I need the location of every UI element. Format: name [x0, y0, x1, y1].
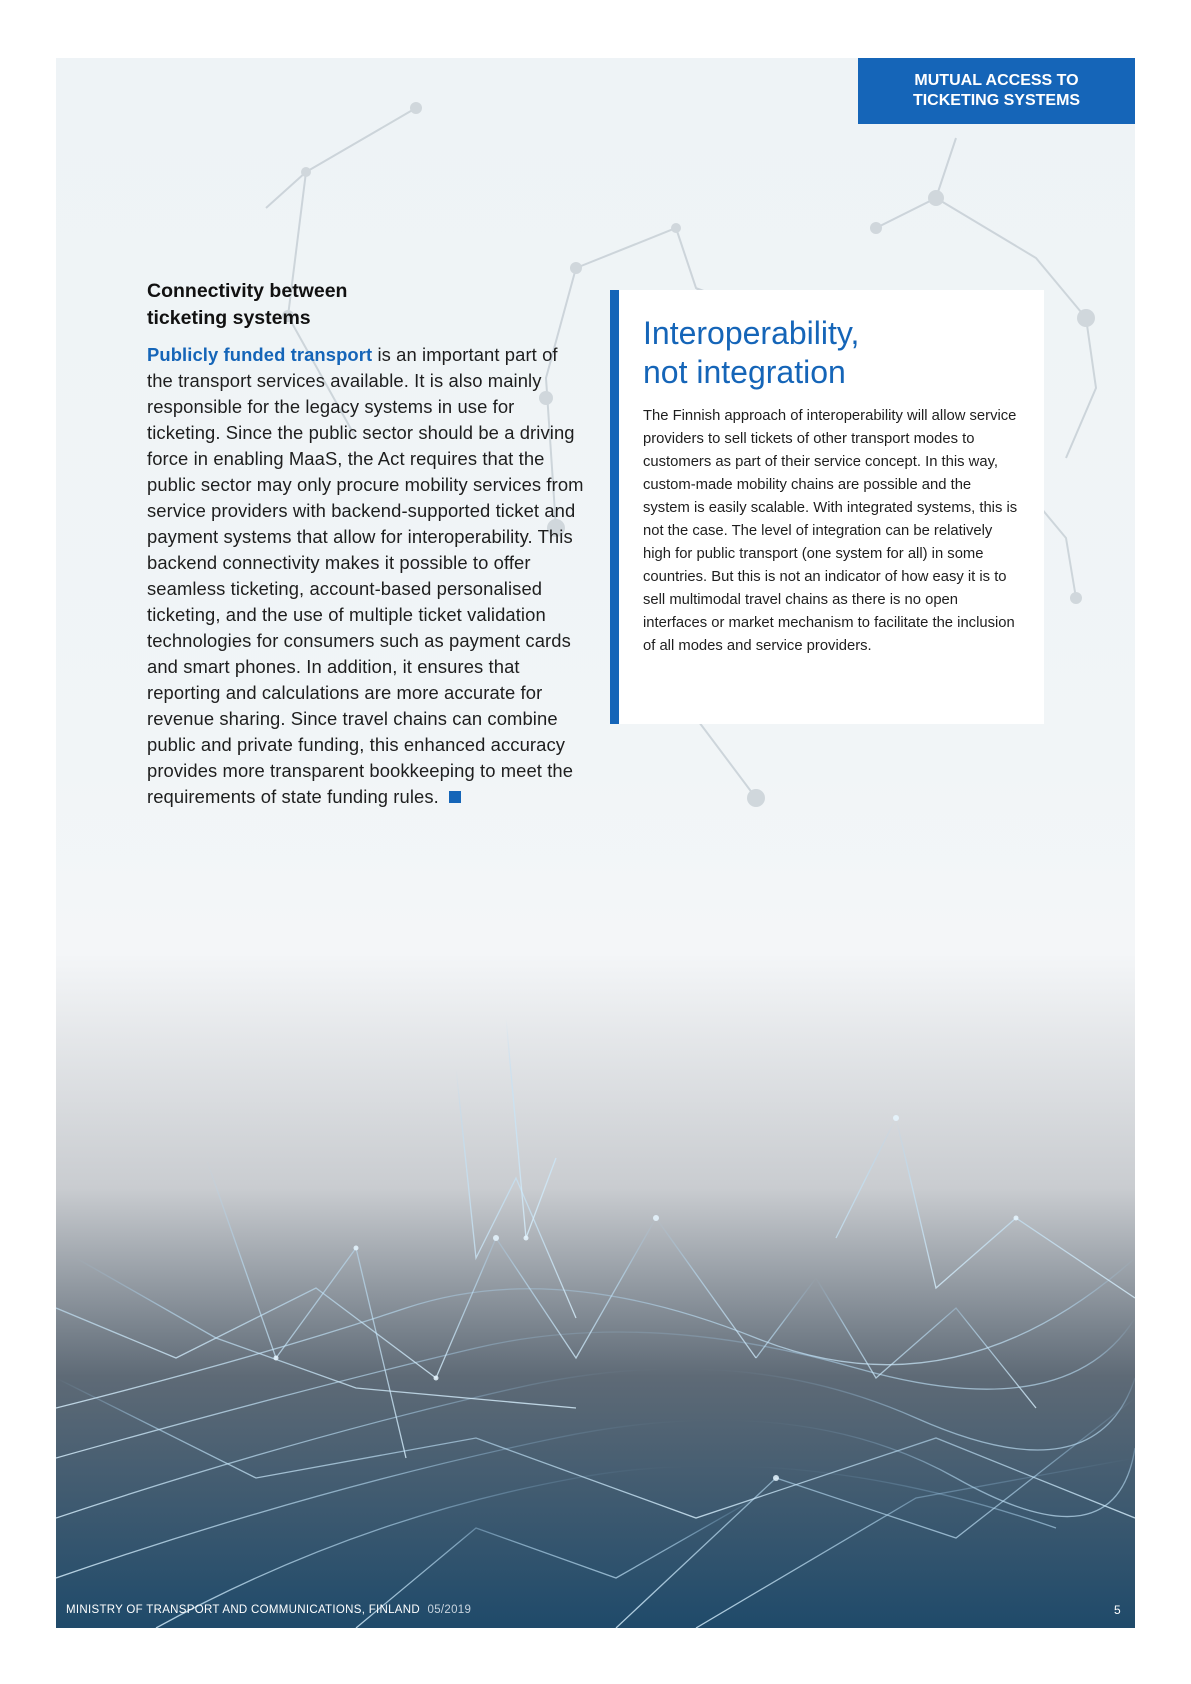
highlight-phrase: Publicly funded transport	[147, 344, 373, 365]
main-column	[147, 278, 587, 810]
info-box-title-line1: Interoperability,	[643, 315, 860, 351]
info-box-title	[643, 314, 1020, 392]
page-number: 5	[1114, 1603, 1121, 1617]
section-tag	[858, 58, 1135, 124]
section-tag-line2: TICKETING SYSTEMS	[912, 92, 1081, 109]
section-body	[147, 342, 587, 810]
footer	[66, 1604, 471, 1616]
footer-date: 05/2019	[427, 1604, 472, 1616]
info-box	[610, 290, 1044, 724]
section-tag-line1: MUTUAL ACCESS TO	[914, 72, 1079, 89]
info-box-text: The Finnish approach of interoperability will allow service providers to sell tickets of other transport modes to customers as part of their service concept. In this way, custom-made mobility chains are possible and the system is easily scalable. With integrated systems, this is not the case. The level of integration can be relatively high for public transport (one system for all) in some countries. But this is not an indicator of how easy it is to sell multimodal travel chains as there is no open interfaces or market mechanism to facilitate the inclusion of all modes and service providers.	[643, 408, 1018, 654]
section-heading-line2: ticketing systems	[147, 307, 311, 329]
info-box-title-line2: not integration	[643, 354, 846, 390]
end-marker-icon	[449, 791, 461, 803]
footer-publisher: MINISTRY OF TRANSPORT AND COMMUNICATIONS, FINLAND	[66, 1604, 420, 1616]
section-heading-line1: Connectivity between	[147, 280, 348, 302]
section-heading	[147, 278, 587, 332]
section-body-text: is an important part of the transport services available. It is also mainly responsible for the legacy systems in use for ticketing. Since the public sector should be a driving force in enabling MaaS, the Act requires that the public sector may only procure mobility services from service providers with backend-supported ticket and payment systems that allow for interoperability. This backend connectivity makes it possible to offer seamless ticketing, account-based personalised ticketing, and the use of multiple ticket validation technologies for consumers such as payment cards and smart phones. In addition, it ensures that reporting and calculations are more accurate for revenue sharing. Since travel chains can combine public and private funding, this enhanced accuracy provides more transparent bookkeeping to meet the requirements of state funding rules.	[147, 344, 584, 807]
